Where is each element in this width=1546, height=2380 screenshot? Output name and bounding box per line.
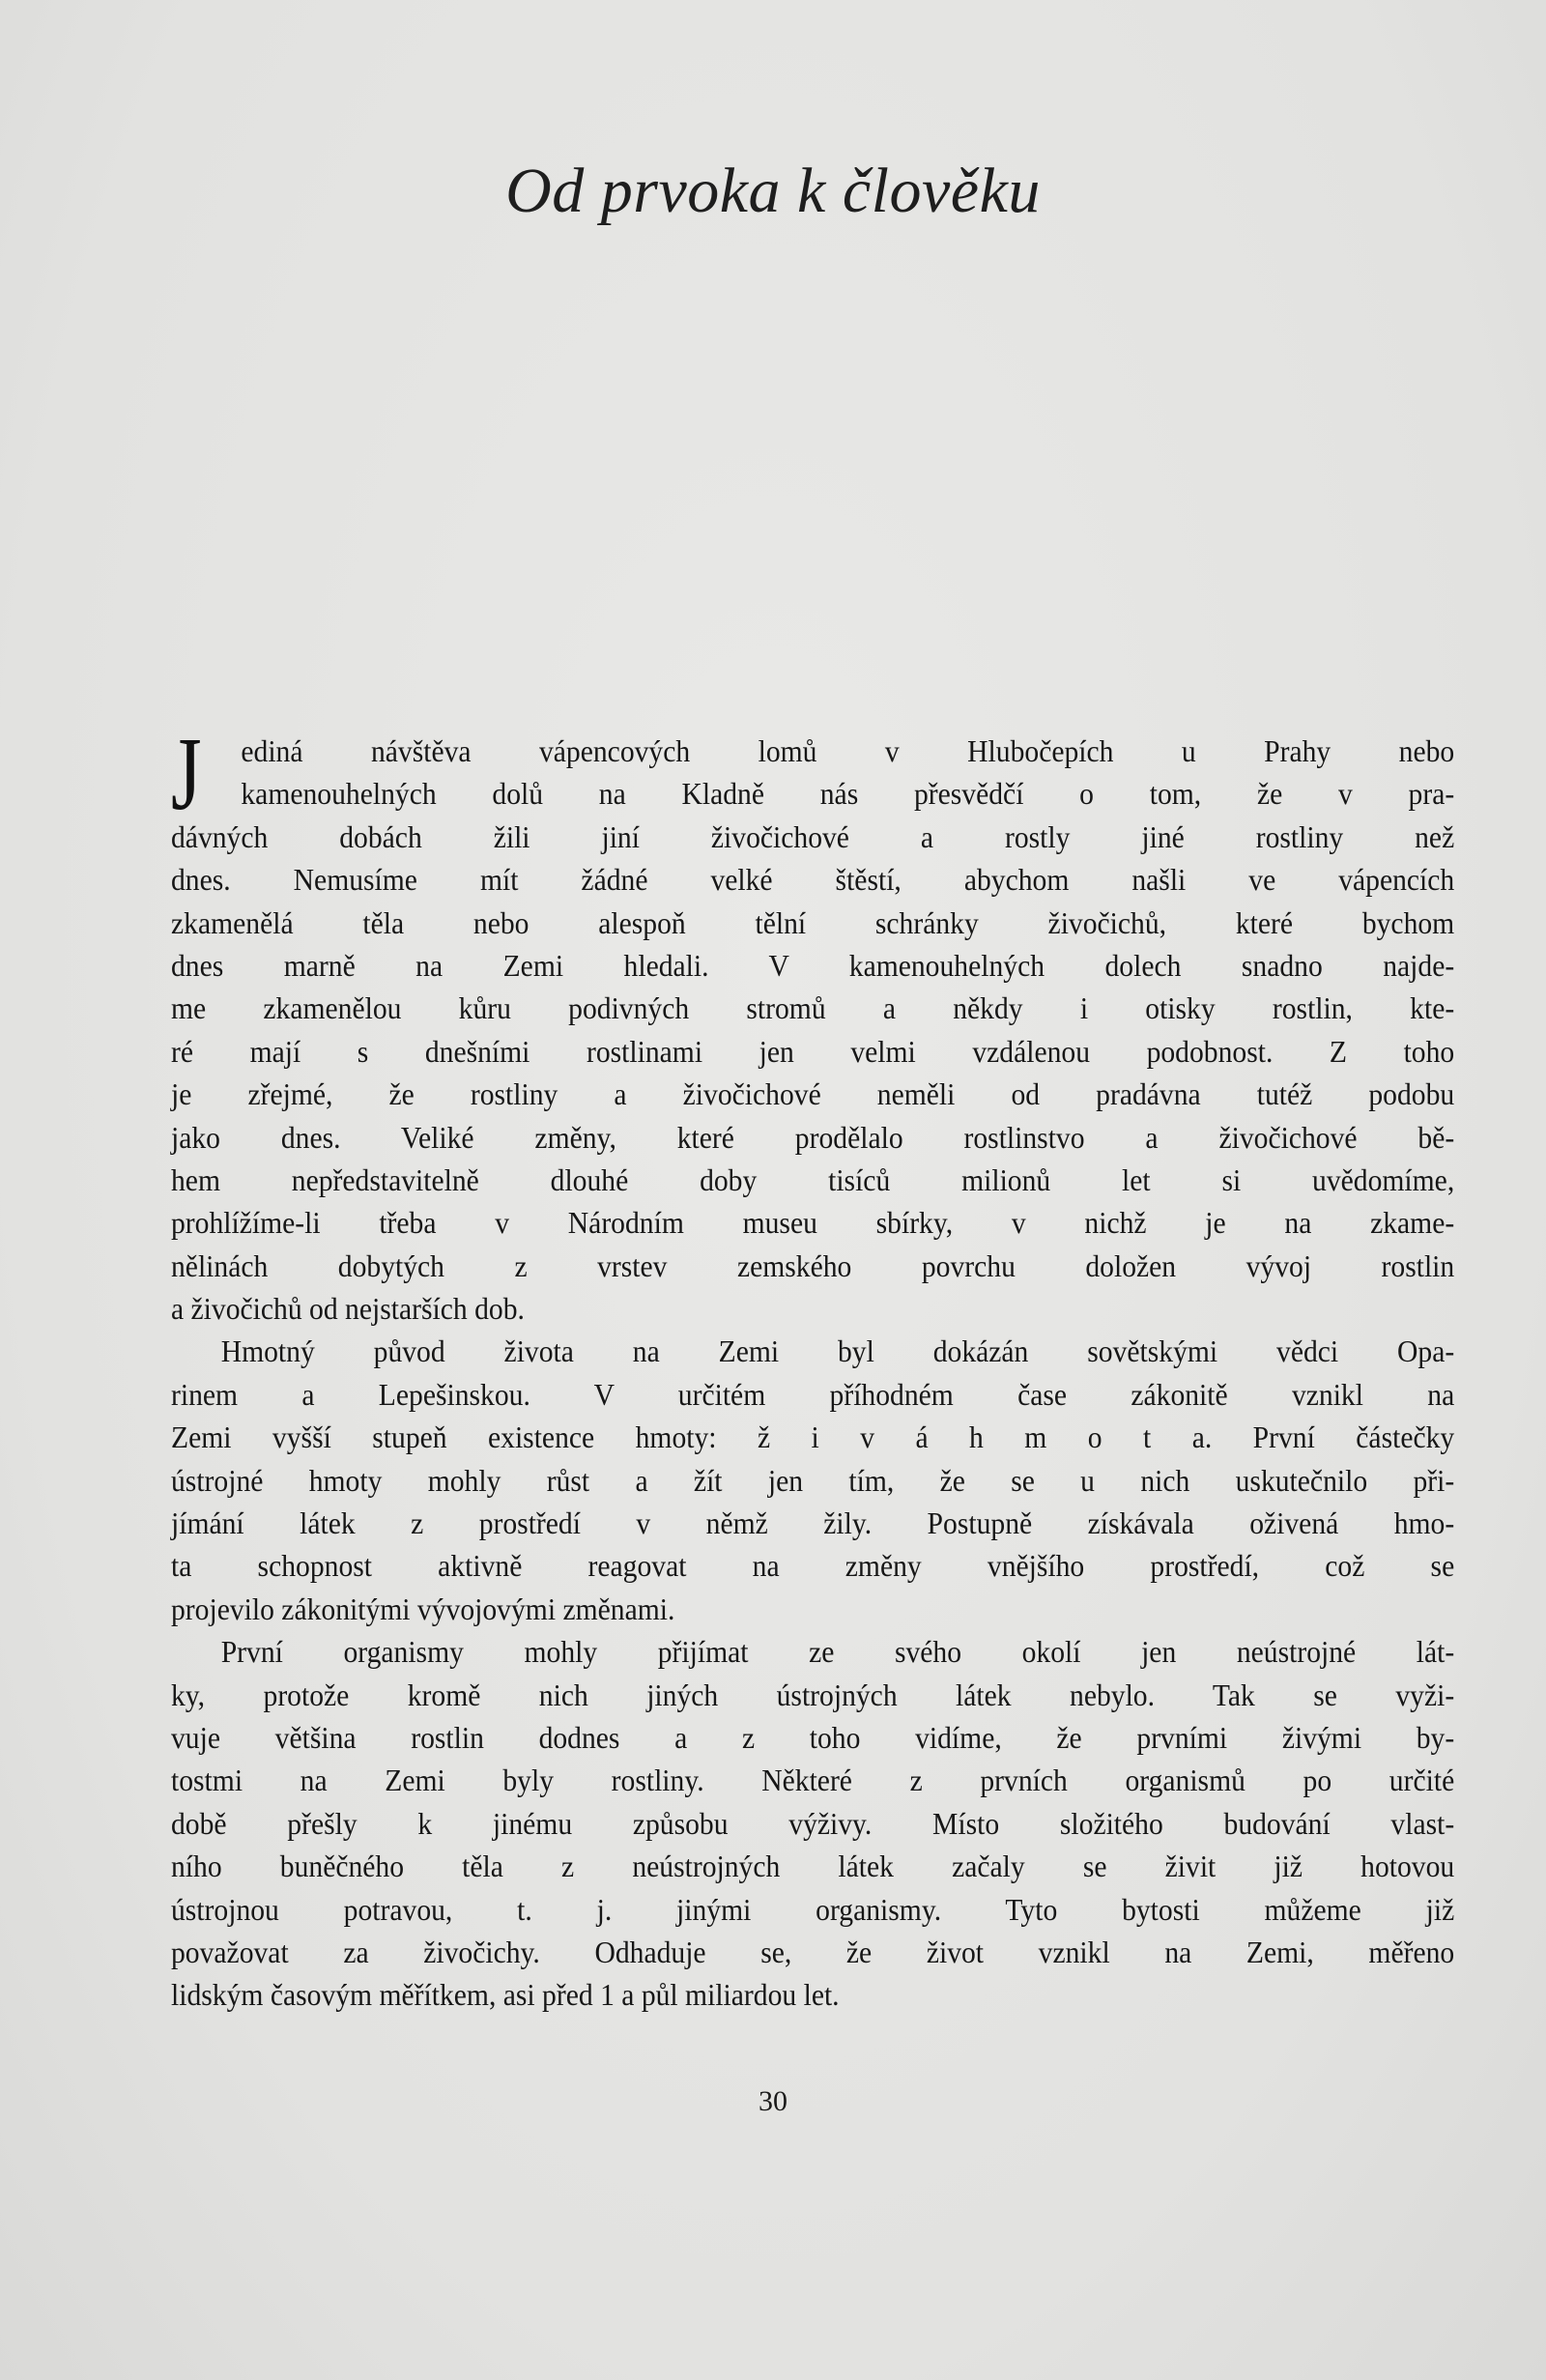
text-line: ústrojnou potravou, t. j. jinými organismy. Tyto bytosti můžeme již	[171, 1892, 1455, 1927]
text-line: projevilo zákonitými vývojovými změnami.	[171, 1591, 675, 1626]
page-number: 30	[759, 2085, 787, 2117]
text-line: považovat za živočichy. Odhaduje se, že život vznikl na Zemi, měřeno	[171, 1935, 1455, 1969]
text-line: kamenouhelných dolů na Kladně nás přesvědčí o tom, že v pra-	[241, 777, 1455, 812]
text-line: je zřejmé, že rostliny a živočichové neměli od pradávna tutéž podobu	[171, 1077, 1455, 1112]
text-line: jímání látek z prostředí v němž žily. Postupně získávala oživená hmo-	[171, 1506, 1455, 1541]
text-line: lidským časovým měřítkem, asi před 1 a půl miliardou let.	[171, 1978, 840, 2013]
body-text	[171, 731, 1454, 2018]
text-line: prohlížíme-li třeba v Národním museu sbírky, v nichž je na zkame-	[171, 1206, 1455, 1241]
text-line: Hmotný původ života na Zemi byl dokázán sovětskými vědci Opa-	[220, 1334, 1455, 1369]
text-line: První organismy mohly přijímat ze svého okolí jen neústrojné lát-	[220, 1635, 1455, 1670]
text-line: ky, protože kromě nich jiných ústrojných látek nebylo. Tak se vyži-	[171, 1677, 1455, 1712]
text-line: ústrojné hmoty mohly růst a žít jen tím, že se u nich uskutečnilo při-	[171, 1463, 1455, 1498]
text-line: dávných dobách žili jiní živočichové a rostly jiné rostliny než	[171, 819, 1455, 854]
text-line: dnes marně na Zemi hledali. V kamenouhelných dolech snadno najde-	[171, 948, 1455, 983]
text-line: ré mají s dnešními rostlinami jen velmi vzdálenou podobnost. Z toho	[171, 1034, 1455, 1069]
text-line: ta schopnost aktivně reagovat na změny vnějšího prostředí, což se	[171, 1549, 1455, 1584]
text-line: době přešly k jinému způsobu výživy. Místo složitého budování vlast-	[171, 1806, 1455, 1841]
text-line: rinem a Lepešinskou. V určitém příhodném čase zákonitě vznikl na	[171, 1377, 1455, 1412]
chapter-title: Od prvoka k člověku	[505, 156, 1041, 226]
text-line: zkamenělá těla nebo alespoň tělní schránky živočichů, které bychom	[171, 905, 1455, 940]
text-line: ediná návštěva vápencových lomů v Hlubočepích u Prahy nebo	[241, 734, 1455, 768]
text-line: tostmi na Zemi byly rostliny. Některé z prvních organismů po určité	[171, 1763, 1455, 1798]
text-line: a živočichů od nejstarších dob.	[171, 1292, 525, 1327]
text-line: hem nepředstavitelně dlouhé doby tisíců milionů let si uvědomíme,	[171, 1162, 1455, 1197]
text-line: Zemi vyšší stupeň existence hmoty: ž i v á h m o t a. První částečky	[171, 1420, 1455, 1455]
text-line: vuje většina rostlin dodnes a z toho vidíme, že prvními živými by-	[171, 1720, 1455, 1755]
text-line: jako dnes. Veliké změny, které prodělalo rostlinstvo a živočichové bě-	[171, 1120, 1455, 1155]
text-line: me zkamenělou kůru podivných stromů a někdy i otisky rostlin, kte-	[171, 991, 1455, 1026]
text-line: dnes. Nemusíme mít žádné velké štěstí, abychom našli ve vápencích	[171, 863, 1455, 898]
drop-cap: J	[171, 717, 202, 832]
text-line: ního buněčného těla z neústrojných látek začaly se živit již hotovou	[171, 1850, 1455, 1884]
text-line: nělinách dobytých z vrstev zemského povrchu doložen vývoj rostlin	[171, 1248, 1455, 1283]
